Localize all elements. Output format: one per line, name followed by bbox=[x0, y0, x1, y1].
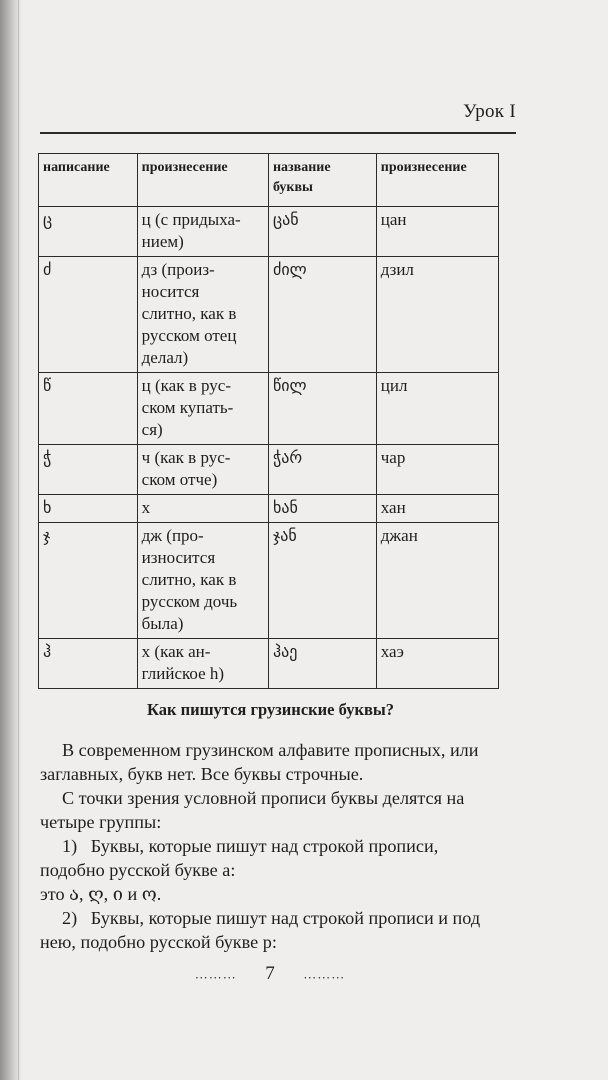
letter-glyph: ხ bbox=[39, 495, 138, 523]
page-footer bbox=[0, 963, 540, 985]
header-rule bbox=[40, 132, 516, 134]
table-row bbox=[39, 523, 499, 639]
table-header-row bbox=[39, 154, 499, 207]
page-edge bbox=[0, 0, 19, 1080]
letter-glyph: წ bbox=[39, 373, 138, 445]
paragraph: В современном грузинском алфавите прописных, или заглавных, букв нет. Все буквы строчные. bbox=[40, 740, 479, 784]
letter-name-pronunciation: хаэ bbox=[376, 639, 498, 689]
letter-glyph: ჯ bbox=[39, 523, 138, 639]
letter-pronunciation: х bbox=[137, 495, 268, 523]
header-writing: написание bbox=[39, 154, 138, 207]
header-pronunciation: произнесение bbox=[137, 154, 268, 207]
letter-name-pronunciation: чар bbox=[376, 445, 498, 495]
table-row bbox=[39, 495, 499, 523]
table-row bbox=[39, 257, 499, 373]
header-letter-name: название буквы bbox=[268, 154, 376, 207]
letter-name: ჯან bbox=[268, 523, 376, 639]
footer-dots-right: ……… bbox=[303, 966, 346, 982]
letter-name: ჰაე bbox=[268, 639, 376, 689]
letter-name-pronunciation: джан bbox=[376, 523, 498, 639]
page-number: 7 bbox=[265, 963, 275, 984]
letter-glyph: ჰ bbox=[39, 639, 138, 689]
table-row bbox=[39, 639, 499, 689]
letter-pronunciation: ч (как в рус- ском отче) bbox=[137, 445, 268, 495]
paragraph: это ა, ღ, ი и ო. bbox=[40, 884, 162, 904]
letter-name: ცან bbox=[268, 207, 376, 257]
body-text bbox=[40, 738, 500, 954]
georgian-letters-table bbox=[38, 153, 499, 689]
list-item: 1) Буквы, которые пишут над строкой прописи, подобно русской букве а: bbox=[40, 836, 439, 880]
letter-name: ჭარ bbox=[268, 445, 376, 495]
letter-glyph: ძ bbox=[39, 257, 138, 373]
table-row bbox=[39, 373, 499, 445]
letter-name-pronunciation: дзил bbox=[376, 257, 498, 373]
table-row bbox=[39, 445, 499, 495]
lesson-header: Урок I bbox=[463, 101, 516, 122]
letter-glyph: ჭ bbox=[39, 445, 138, 495]
letter-pronunciation: дж (про- износится слитно, как в русском дочь была) bbox=[137, 523, 268, 639]
letter-name: ძილ bbox=[268, 257, 376, 373]
list-item: 2) Буквы, которые пишут над строкой прописи и под нею, подобно русской букве р: bbox=[40, 908, 481, 952]
header-name-pronunciation: произнесение bbox=[376, 154, 498, 207]
letter-name: წილ bbox=[268, 373, 376, 445]
letter-name: ხან bbox=[268, 495, 376, 523]
footer-dots-left: ……… bbox=[194, 966, 237, 982]
letter-name-pronunciation: хан bbox=[376, 495, 498, 523]
letter-pronunciation: дз (произ- носится слитно, как в русском отец делал) bbox=[137, 257, 268, 373]
paragraph: С точки зрения условной прописи буквы делятся на четыре группы: bbox=[40, 788, 465, 832]
letter-glyph: ც bbox=[39, 207, 138, 257]
letter-name-pronunciation: цил bbox=[376, 373, 498, 445]
table-row bbox=[39, 207, 499, 257]
letter-pronunciation: ц (с придыха- нием) bbox=[137, 207, 268, 257]
letter-pronunciation: ц (как в рус- ском купать- ся) bbox=[137, 373, 268, 445]
letter-name-pronunciation: цан bbox=[376, 207, 498, 257]
section-title: Как пишутся грузинские буквы? bbox=[146, 700, 395, 719]
letter-pronunciation: х (как ан- глийское h) bbox=[137, 639, 268, 689]
